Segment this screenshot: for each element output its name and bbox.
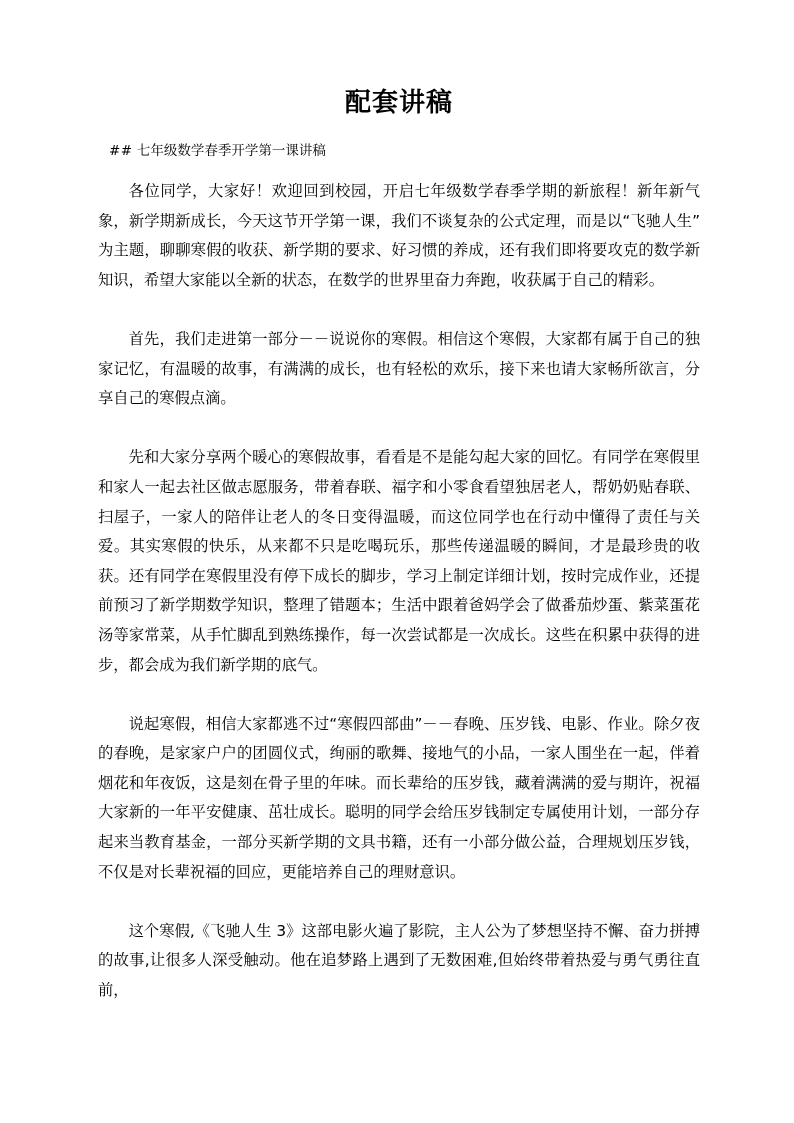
- body-text: [98, 161, 700, 1006]
- paragraph: 先和大家分享两个暖心的寒假故事，看看是不是能勾起大家的回忆。有同学在寒假里和家人一起去社区做志愿服务，带着春联、福字和小零食看望独居老人，帮奶奶贴春联、扫屋子，一家人的陪伴让老人的冬日变得温暖，而这位同学也在行动中懂得了责任与关爱。其实寒假的快乐，从来都不只是吃喝玩乐，那些传递温暖的瞬间，才是最珍贵的收获。还有同学在寒假里没有停下成长的脚步，学习上制定详细计划，按时完成作业，还提前预习了新学期数学知识，整理了错题本；生活中跟着爸妈学会了做番茄炒蛋、紫菜蛋花汤等家常菜，从手忙脚乱到熟练操作，每一次尝试都是一次成长。这些在积累中获得的进步，都会成为我们新学期的底气。: [98, 448, 700, 674]
- paragraph: 首先，我们走进第一部分－－说说你的寒假。相信这个寒假，大家都有属于自己的独家记忆，有温暖的故事，有满满的成长，也有轻松的欢乐，接下来也请大家畅所欲言，分享自己的寒假点滴。: [98, 329, 700, 408]
- paragraph: 各位同学，大家好！欢迎回到校园，开启七年级数学春季学期的新旅程！新年新气象，新学期新成长，今天这节开学第一课，我们不谈复杂的公式定理，而是以“飞驰人生”为主题，聊聊寒假的收获、新学期的要求、好习惯的养成，还有我们即将要攻克的数学新知识，希望大家能以全新的状态，在数学的世界里奋力奔跑，收获属于自己的精彩。: [98, 182, 700, 289]
- page-title: 配套讲稿: [344, 88, 453, 118]
- section-heading: [98, 118, 700, 161]
- section-heading-text: 七年级数学春季开学第一课讲稿: [136, 143, 326, 159]
- paragraph: 这个寒假,《飞驰人生 3》这部电影火遍了影院，主人公为了梦想坚持不懈、奋力拼搏的故事,让很多人深受触动。他在追梦路上遇到了无数困难,但始终带着热爱与勇气勇往直前，: [98, 921, 700, 1000]
- page-content-area: [98, 0, 700, 1006]
- markdown-heading-marker: ##: [109, 143, 133, 159]
- paragraph: 说起寒假，相信大家都逃不过“寒假四部曲”－－春晚、压岁钱、电影、作业。除夕夜的春晚，是家家户户的团圆仪式，绚丽的歌舞、接地气的小品，一家人围坐在一起，伴着烟花和年夜饭，这是刻在骨子里的年味。而长辈给的压岁钱，藏着满满的爱与期许，祝福大家新的一年平安健康、茁壮成长。聪明的同学会给压岁钱制定专属使用计划，一部分存起来当教育基金，一部分买新学期的文具书籍，还有一小部分做公益，合理规划压岁钱，不仅是对长辈祝福的回应，更能培养自己的理财意识。: [98, 714, 700, 881]
